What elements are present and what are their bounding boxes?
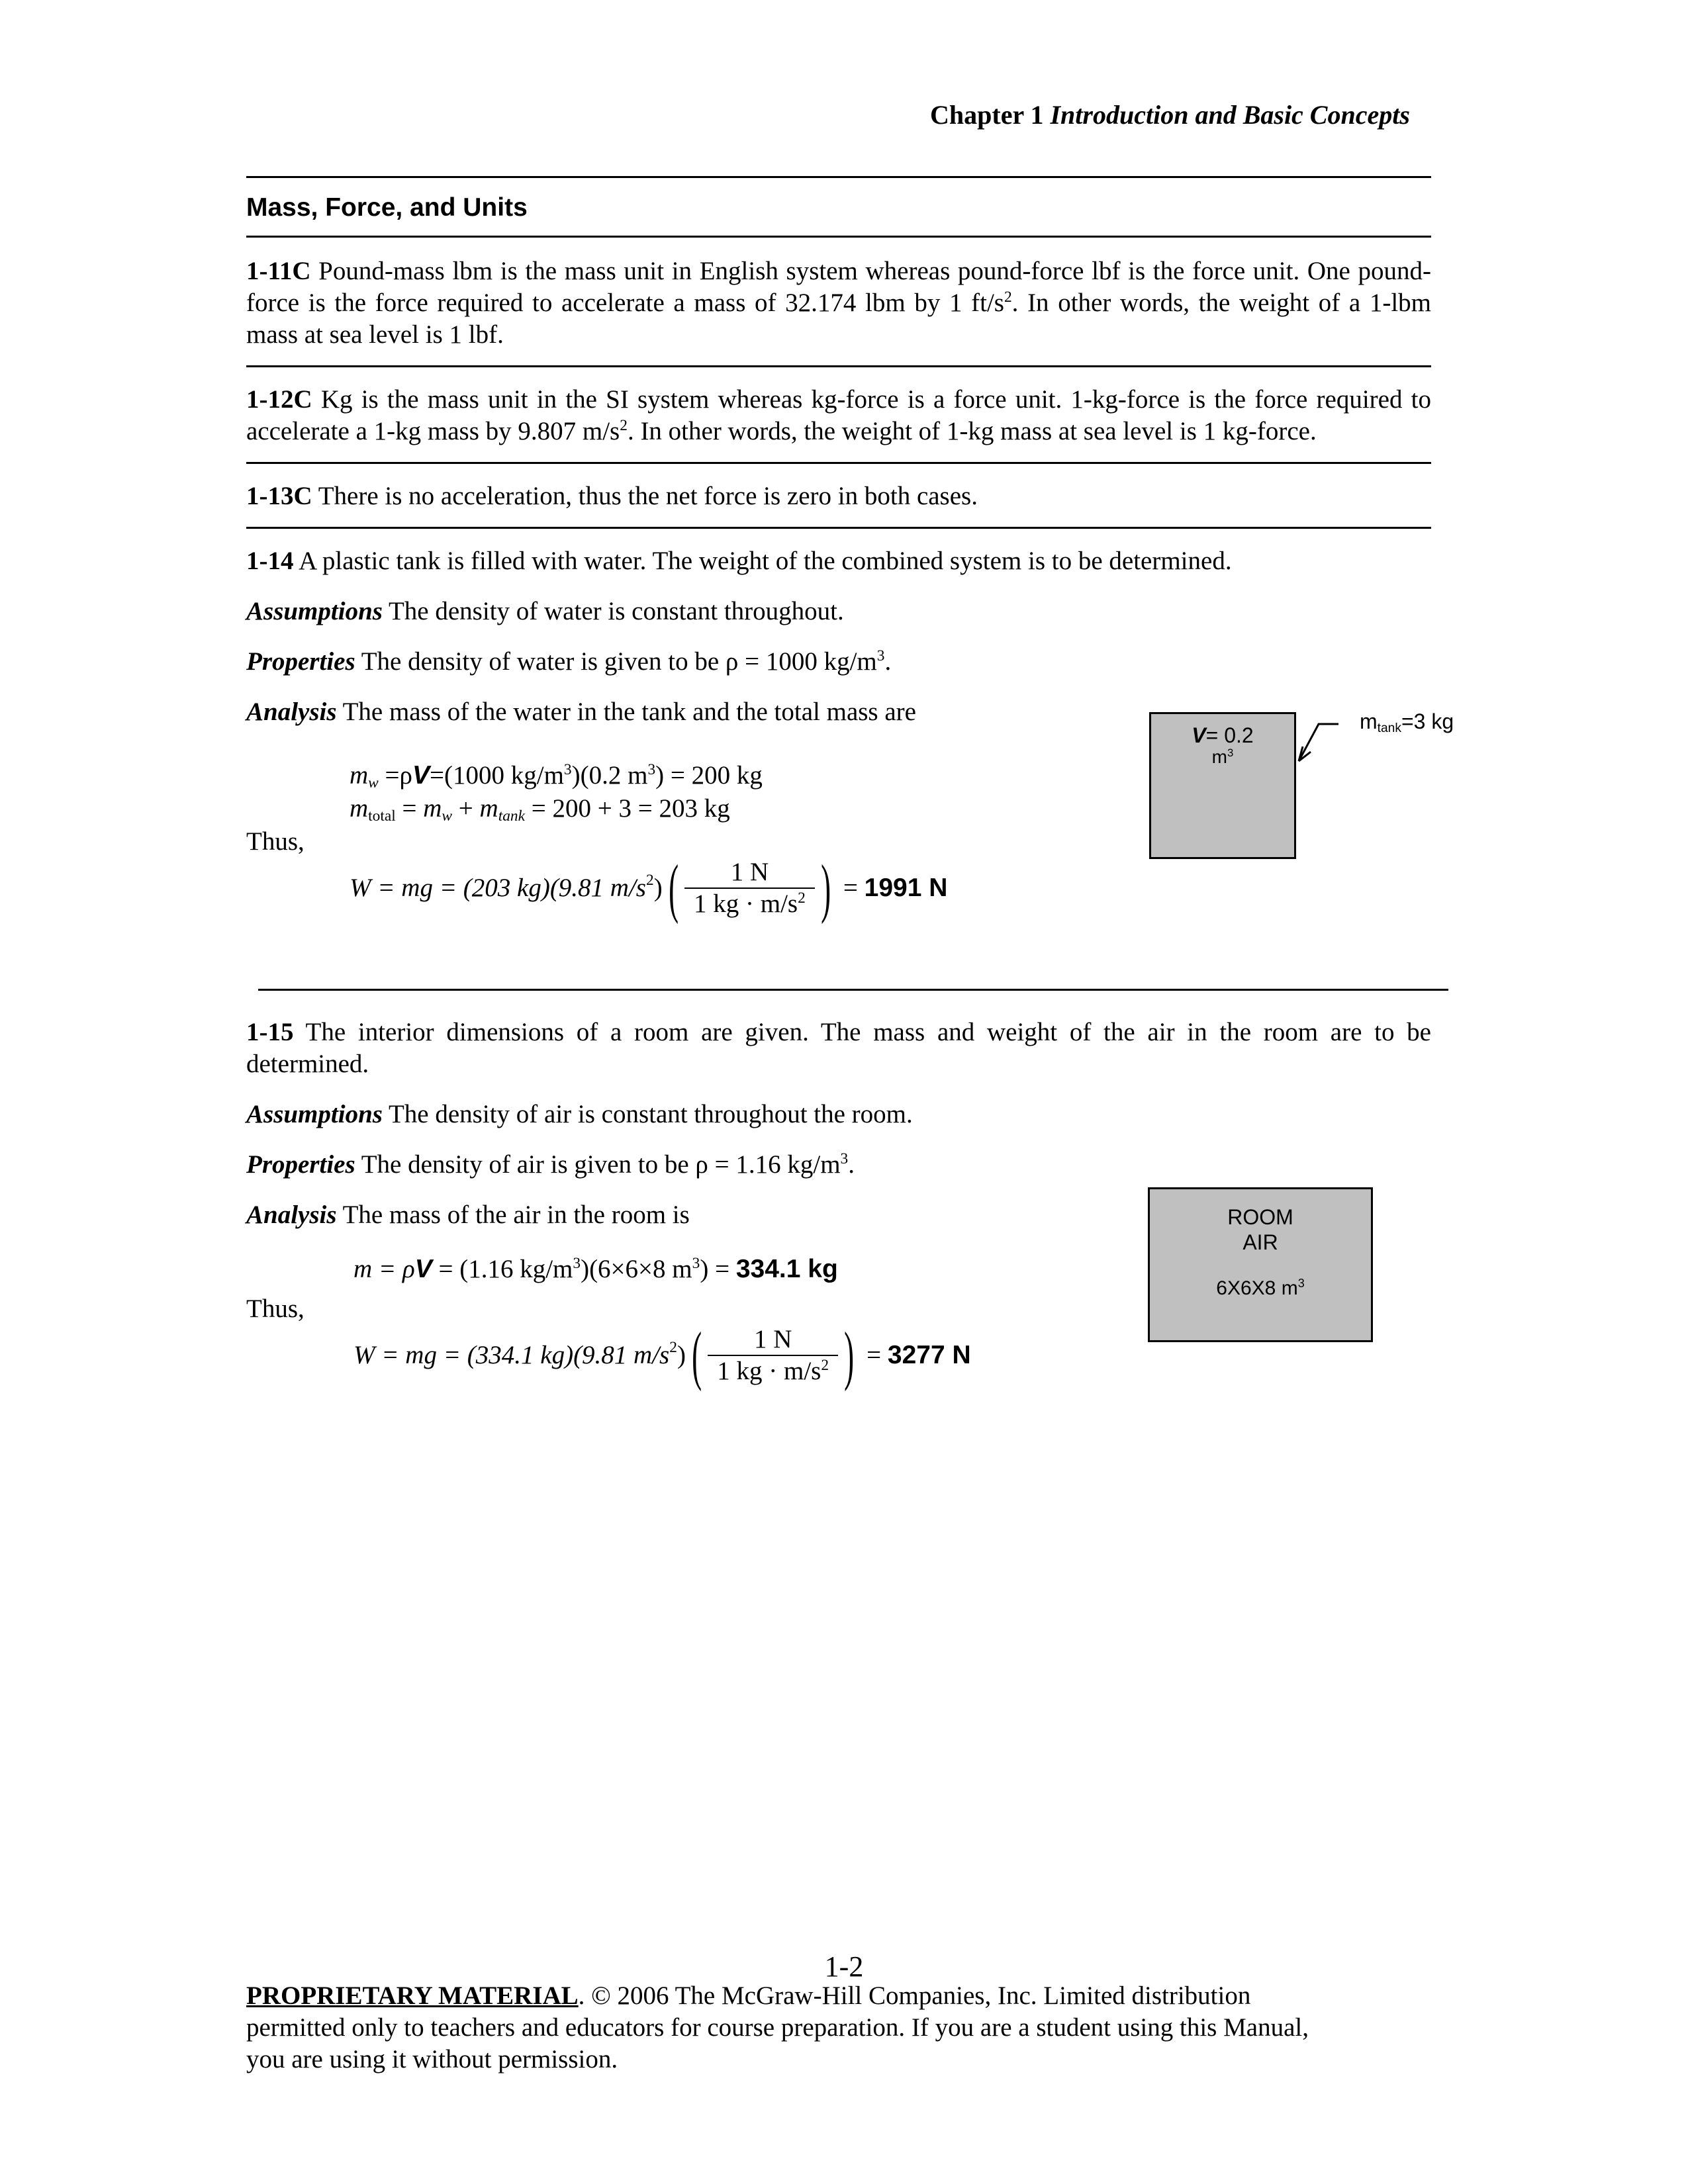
eq-text: = (1.16 kg/m [432,1255,573,1283]
eq-text: ) = 200 kg [655,761,763,790]
equation-weight-1-14 [350,851,948,925]
eq-text: = [395,794,424,823]
problem-text: A plastic tank is filled with water. The weight of the combined system is to be determined. [293,547,1232,575]
analysis-label: Analysis [246,1201,337,1229]
problem-1-13c [246,480,978,512]
properties-end: . [848,1150,855,1179]
analysis [246,1199,690,1231]
equation-air-mass [353,1253,838,1285]
conversion-fraction [708,1324,838,1387]
var: m [350,794,369,823]
superscript: 3 [692,1254,700,1272]
volume-value: = 0.2 [1205,723,1254,747]
eq-text: ) [653,874,663,902]
divider [246,462,1431,464]
properties [246,1149,855,1181]
unit: m [1211,747,1227,767]
air-label: AIR [1243,1230,1278,1254]
problem-1-15-intro [246,1017,1431,1080]
subscript: w [368,774,379,792]
problem-text: There is no acceleration, thus the net force is zero in both cases. [312,482,978,510]
eq-text: = [837,874,865,902]
eq-text: W = mg = (334.1 kg)(9.81 m/s [353,1341,670,1369]
open-paren: ( [668,851,679,925]
eq-text: ) [677,1341,686,1369]
eq-text: =(1000 kg/m [430,761,564,790]
assumptions-label: Assumptions [246,1100,383,1128]
eq-text: = 200 + 3 = 203 kg [524,794,730,823]
problem-label: 1-11C [246,257,311,285]
subscript: w [442,807,453,825]
analysis [246,696,916,728]
section-title: Mass, Force, and Units [246,193,528,222]
running-header [930,99,1410,131]
equation-water-mass [350,760,763,792]
footer-text: . © 2006 The McGraw-Hill Companies, Inc. Limited distribution [578,1981,1251,2010]
problem-text: The interior dimensions of a room are given. The mass and weight of the air in the room are to be determined. [246,1018,1431,1078]
result-3277n: 3277 N [887,1341,971,1369]
eq-text: = [860,1341,888,1369]
subscript: tank [1377,721,1401,735]
superscript: 3 [563,760,572,778]
room-label: ROOM [1227,1205,1293,1229]
problem-text: . In other words, the weight of a 1-lbm mass at sea level is 1 lbf. [246,289,1431,349]
divider [246,176,1431,178]
var: m [1360,709,1378,733]
page-number: 1-2 [824,1950,864,1983]
problem-label: 1-13C [246,482,312,510]
assumptions-label: Assumptions [246,597,383,625]
superscript: 2 [1004,288,1012,306]
properties-text: The density of air is given to be ρ = 1.16 kg/m [355,1150,841,1179]
analysis-label: Analysis [246,698,337,726]
properties [246,646,891,678]
var: m [479,794,498,823]
tank-volume-label [1151,723,1294,747]
superscript: 2 [821,1356,829,1374]
divider [246,527,1431,529]
problem-label: 1-12C [246,385,312,414]
properties-text: The density of water is given to be ρ = 1000 kg/m [355,647,877,676]
var: m [423,794,442,823]
superscript: 3 [1297,1277,1305,1291]
superscript: 3 [1227,746,1234,759]
superscript: 2 [646,871,654,889]
assumptions [246,1099,913,1130]
volume-symbol: V [1192,723,1206,747]
footer-line-3: you are using it without permission. [246,2045,618,2073]
assumptions [246,596,844,627]
header-chapter: Chapter 1 [930,100,1044,130]
var: m [350,761,369,790]
eq-text: ) = [700,1255,736,1283]
eq-text: )(0.2 m [571,761,648,790]
subscript: tank [498,807,525,825]
equation-weight-1-15 [353,1318,971,1392]
problem-label: 1-14 [246,547,294,575]
divider [246,236,1431,238]
tank-mass-value: =3 kg [1401,709,1454,733]
superscript: 2 [669,1338,677,1356]
problem-1-12c [246,384,1431,447]
assumptions-text: The density of water is constant throughout. [382,597,844,625]
superscript: 3 [573,1254,581,1272]
result-334-1kg: 334.1 kg [735,1255,838,1283]
eq-text: m = ρ [353,1255,415,1283]
eq-text: =ρ [378,761,412,790]
fraction-denominator [708,1356,838,1387]
problem-1-11c [246,255,1431,351]
proprietary-label: PROPRIETARY MATERIAL [246,1981,579,2010]
subscript: total [368,807,396,825]
analysis-text: The mass of the water in the tank and the total mass are [336,698,916,726]
problem-label: 1-15 [246,1018,294,1046]
superscript: 3 [647,760,656,778]
fraction-numerator: 1 N [684,857,815,889]
problem-1-14-intro [246,545,1232,577]
room-figure [1148,1187,1373,1342]
denominator-text: 1 kg · m/s [694,889,798,918]
eq-text: )(6×6×8 m [581,1255,692,1283]
header-chapter-title: Introduction and Basic Concepts [1050,100,1410,130]
dimensions-text: 6X6X8 m [1216,1277,1298,1299]
fraction-numerator: 1 N [708,1324,838,1356]
thus: Thus, [246,827,305,856]
result-1991n: 1991 N [864,874,948,902]
conversion-fraction [684,857,815,919]
divider [246,365,1431,367]
assumptions-text: The density of air is constant throughout the room. [382,1100,913,1128]
thus: Thus, [246,1295,305,1323]
superscript: 3 [840,1150,849,1167]
open-paren: ( [692,1318,702,1392]
footer-line-2: permitted only to teachers and educators for course preparation. If you are a student using this Manual, [246,2013,1309,2042]
close-paren: ) [820,851,831,925]
properties-end: . [884,647,892,676]
properties-label: Properties [246,1150,355,1179]
analysis-text: The mass of the air in the room is [336,1201,690,1229]
tank-figure [1149,712,1296,859]
properties-label: Properties [246,647,355,676]
equation-total-mass [350,793,730,825]
eq-text: W = mg = (203 kg)(9.81 m/s [350,874,646,902]
problem-text: Kg is the mass unit in the SI system whereas kg-force is a force unit. 1-kg-force is the force required to accelerate a 1-kg mass by 9.807 m/s [246,385,1431,445]
superscript: 2 [620,416,628,434]
room-dimensions [1150,1275,1371,1302]
tank-mass-label [1360,705,1454,737]
tank-pointer-arrow [1284,715,1357,768]
eq-text: + [452,794,480,823]
superscript: 3 [876,647,885,664]
volume-symbol: V [412,761,430,790]
problem-text: Pound-mass lbm is the mass unit in English system whereas pound-force lbf is the force unit. One pound-force is the force required to accelerate a mass of 32.174 lbm by 1 ft/s [246,257,1431,317]
tank-volume-unit [1151,747,1294,767]
problem-text: . In other words, the weight of 1-kg mass at sea level is 1 kg-force. [627,417,1317,445]
denominator-text: 1 kg · m/s [717,1357,821,1385]
superscript: 2 [798,889,806,907]
divider [258,989,1448,991]
footer-line-1 [246,1980,1250,2012]
close-paren: ) [844,1318,855,1392]
volume-symbol: V [414,1255,432,1283]
fraction-denominator [684,889,815,919]
